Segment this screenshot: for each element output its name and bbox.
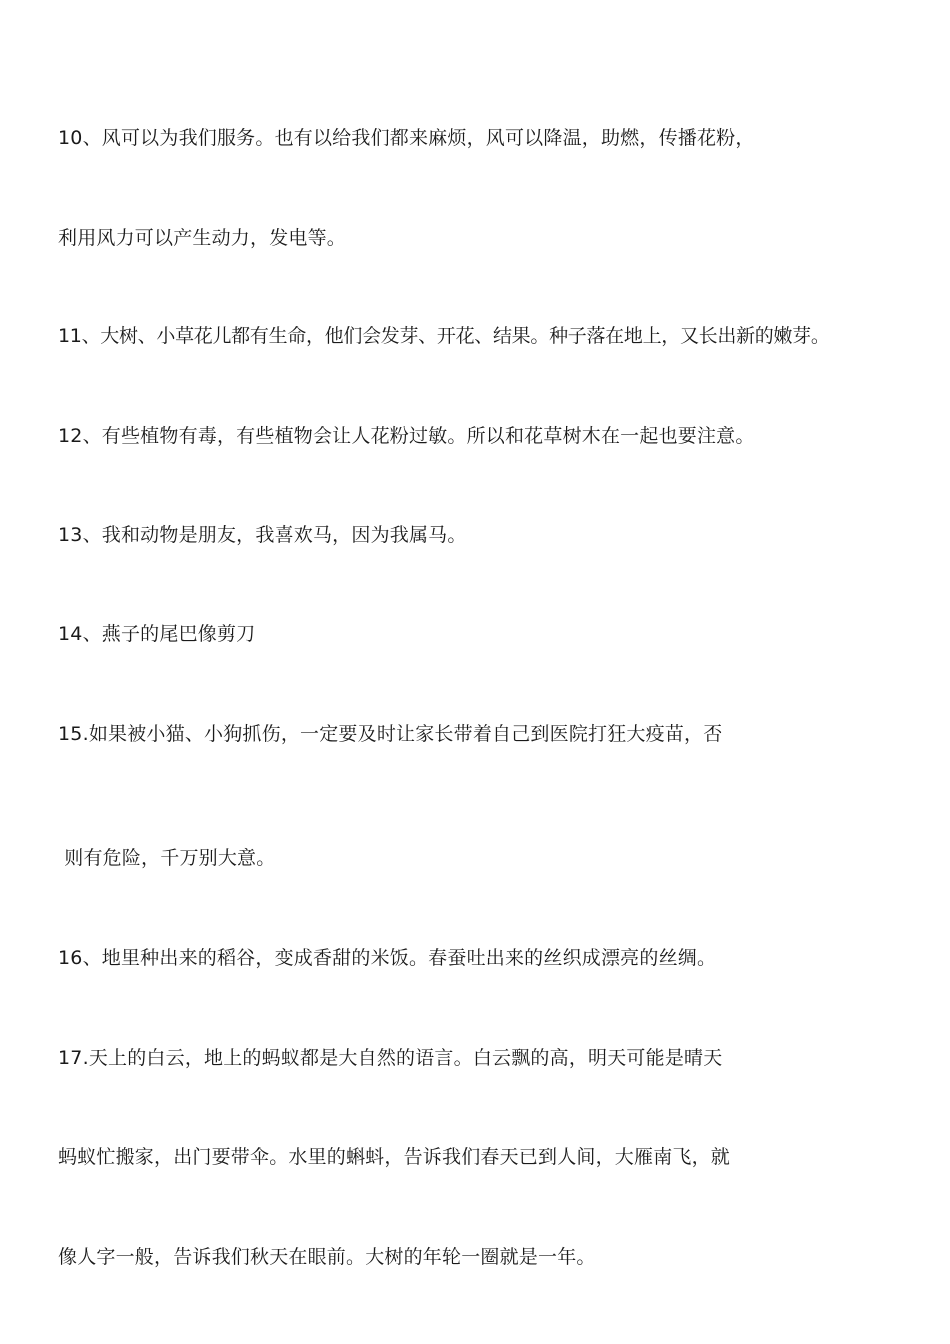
text-line-item-17-cont-2: 像人字一般，告诉我们秋天在眼前。大树的年轮一圈就是一年。 [58,1246,596,1268]
text-line-item-11: 11、大树、小草花儿都有生命，他们会发芽、开花、结果。种子落在地上，又长出新的嫩芽。 [58,325,830,347]
text-line-item-15-cont: 则有危险，千万别大意。 [58,847,276,869]
text-line-item-17-cont-1: 蚂蚁忙搬家，出门要带伞。水里的蝌蚪，告诉我们春天已到人间，大雁南飞，就 [58,1146,731,1168]
text-line-item-15: 15.如果被小猫、小狗抓伤，一定要及时让家长带着自己到医院打狂大疫苗，否 [58,723,723,745]
text-line-item-12: 12、有些植物有毒，有些植物会让人花粉过敏。所以和花草树木在一起也要注意。 [58,425,755,447]
text-line-item-17: 17.天上的白云，地上的蚂蚁都是大自然的语言。白云飘的高，明天可能是晴天 [58,1047,723,1069]
text-line-item-13: 13、我和动物是朋友，我喜欢马，因为我属马。 [58,524,467,546]
text-line-item-14: 14、燕子的尾巴像剪刀 [58,623,256,645]
text-line-item-10-cont: 利用风力可以产生动力，发电等。 [58,227,347,249]
text-line-item-10: 10、风可以为我们服务。也有以给我们都来麻烦，风可以降温，助燃，传播花粉， [58,127,755,149]
text-line-item-16: 16、地里种出来的稻谷，变成香甜的米饭。春蚕吐出来的丝织成漂亮的丝绸。 [58,947,717,969]
